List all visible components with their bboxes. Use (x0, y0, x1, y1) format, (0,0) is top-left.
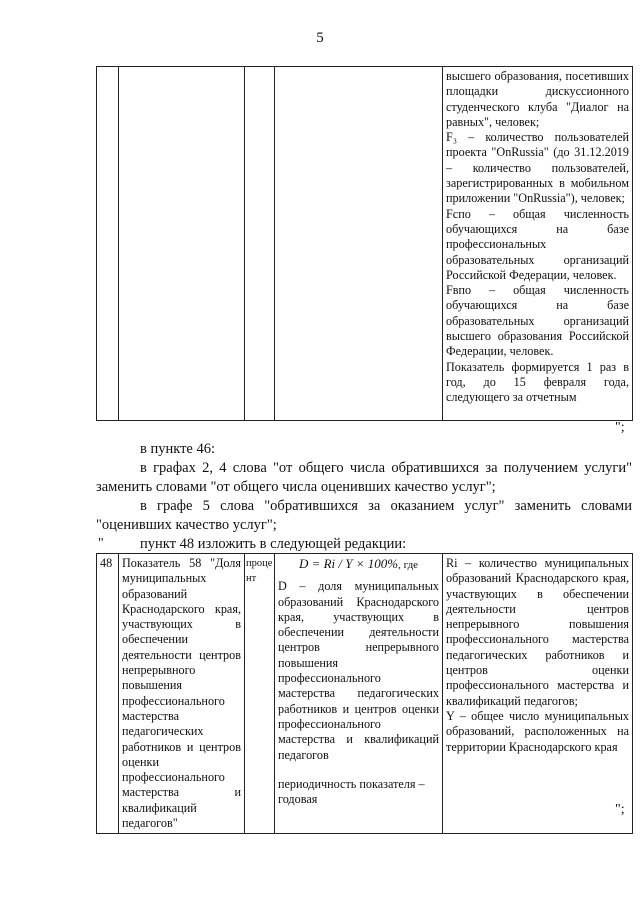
variable-paragraph: Ri – количество муниципальных образований Краснодарского края, участвующих в обеспечении деятельности центров непрерывного повышения профессионального мастерства педагогических работников и центров оценки профессионального мастерства и квалификаций педагогов; (446, 556, 629, 708)
variable-paragraph: высшего образования, посетивших площадки дискуссионного студенческого клуба "Диалог на равных", человек; (446, 69, 629, 129)
paragraph-item-48: пункт 48 изложить в следующей редакции: (140, 536, 407, 552)
cell-method-empty (275, 67, 443, 421)
variable-paragraph: Fспо – общая численность обучающихся на базе профессиональных образовательных организаций Российской Федерации, человек. (446, 206, 629, 282)
cell-unit-empty (245, 67, 275, 421)
variable-paragraph: F₃ – количество пользователей проекта "OnRussia" (до 31.12.2019 – количество пользователей, зарегистрированных в мобильном приложении "OnRussia"), человек; (446, 130, 629, 206)
cell-number: 48 (97, 554, 119, 834)
formula-tail: , где (398, 559, 419, 571)
paragraph-columns-2-4: в графах 2, 4 слова "от общего числа обратившихся за получением услуги" заменить словами "от общего числа оценивших качество услуг"; (96, 460, 632, 495)
page-number: 5 (316, 30, 324, 46)
variable-paragraph: Fвпо – общая численность обучающихся на базе образовательных организаций высшего образования Российской Федерации, человек. (446, 283, 629, 359)
table-row (97, 67, 633, 421)
table-continuation (96, 66, 633, 421)
formula (278, 556, 439, 573)
formula-expression: D = Ri / Y × 100% (298, 556, 399, 571)
paragraph-item-46: в пункте 46: (140, 441, 216, 457)
variable-paragraph: Y – общее число муниципальных образований, расположенных на территории Краснодарского края (446, 708, 629, 754)
cell-indicator: Показатель 58 "Доля муниципальных образований Краснодарского края, участвующих в обеспечении деятельности центров непрерывного повышения профессионального мастерства педагогических работников и центров оценки профессионального мастерства и квалификаций педагогов" (119, 554, 245, 834)
cell-variables (443, 67, 633, 421)
definition-text: D – доля муниципальных образований Краснодарского края, участвующих в обеспечении деятельности центров непрерывного повышения профессионального мастерства педагогических работников и центров оценки профессионального мастерства и квалификаций педагогов (278, 579, 439, 762)
table-row (97, 554, 633, 834)
cell-unit: процент (245, 554, 275, 834)
cell-indicator-empty (119, 67, 245, 421)
periodicity-text: периодичность показателя – годовая (278, 776, 425, 807)
closing-quote: "; (615, 420, 625, 435)
variable-paragraph: Показатель формируется 1 раз в год, до 15 февраля года, следующего за отчетным (446, 359, 629, 405)
opening-quote: " (98, 536, 104, 551)
cell-number-empty (97, 67, 119, 421)
paragraph-column-5: в графе 5 слова "обратившихся за оказанием услуг" заменить словами "оценивших качество услуг"; (96, 498, 632, 533)
table-item-48 (96, 553, 633, 834)
cell-method (275, 554, 443, 834)
cell-variables (443, 554, 633, 834)
closing-quote: "; (615, 802, 625, 817)
